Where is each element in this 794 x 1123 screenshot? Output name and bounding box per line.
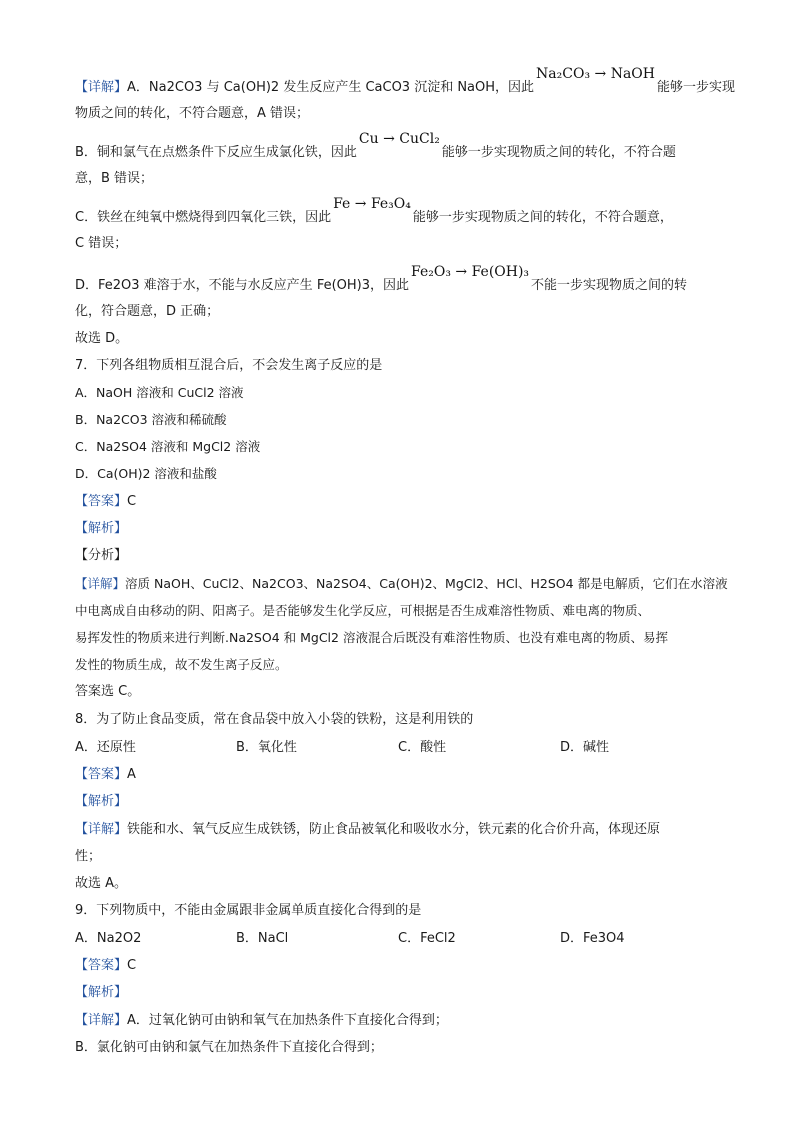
q6-option-d-line1	[75, 264, 688, 295]
answer-value: A	[127, 767, 136, 782]
q8-detail-line1	[75, 820, 660, 839]
q6-c-text2: 能够一步实现物质之间的转化，不符合题意，	[412, 210, 673, 225]
q9-detail-a	[75, 1011, 448, 1030]
q6-option-d-line2: 化，符合题意，D 正确；	[75, 304, 220, 319]
q7-jiexi-tag: 【解析】	[75, 521, 128, 536]
q8-answer	[75, 765, 136, 784]
q7-stem: 7．下列各组物质相互混合后，不会发生离子反应的是	[75, 358, 383, 373]
q7-detail-line1	[75, 574, 728, 593]
q7-fenxi-tag: 【分析】	[75, 548, 128, 563]
q6-conclusion: 故选 D。	[75, 331, 129, 346]
q7-detail-line3: 易挥发性的物质来进行判断.Na2SO4 和 MgCl2 溶液混合后既没有难溶性物质、也没有难电离的物质、易挥	[75, 630, 668, 645]
q7-option-d: D．Ca(OH)2 溶液和盐酸	[75, 466, 217, 481]
q7-detail-line2: 中电离成自由移动的阴、阳离子。是否能够发生化学反应，可根据是否生成难溶性物质、难电离的物质、	[75, 603, 651, 618]
q8-conclusion: 故选 A。	[75, 876, 128, 891]
q9-option-d: D．Fe3O4	[560, 931, 625, 946]
xiangjie-tag: 【详解】	[75, 576, 126, 591]
q8-detail-line2: 性；	[75, 849, 102, 864]
q8-option-a: A．还原性	[75, 740, 136, 755]
q6-option-b-line2: 意，B 错误；	[75, 171, 154, 186]
q6-c-text1: C．铁丝在纯氧中燃烧得到四氧化三铁，因此	[75, 210, 332, 225]
answer-tag: 【答案】	[75, 494, 128, 509]
q9-option-a: A．Na2O2	[75, 931, 142, 946]
q6-b-text2: 能够一步实现物质之间的转化，不符合题	[441, 145, 676, 160]
q6-option-a-line2: 物质之间的转化，不符合题意，A 错误；	[75, 106, 310, 121]
q9-detail-b: B．氯化钠可由钠和氯气在加热条件下直接化合得到；	[75, 1040, 383, 1055]
detail-text: 铁能和水、氧气反应生成铁锈，防止食品被氧化和吸收水分，铁元素的化合价升高，体现还原	[127, 822, 661, 837]
q6-option-b-line1	[75, 131, 676, 162]
q6-option-a-line1	[75, 66, 735, 97]
detail-text: 溶质 NaOH、CuCl2、Na2CO3、Na2SO4、Ca(OH)2、MgCl2、HCl、H2SO4 都是电解质，它们在水溶液	[125, 576, 728, 591]
xiangjie-tag: 【详解】	[75, 822, 128, 837]
q6-a-text2: 能够一步实现	[656, 80, 735, 95]
answer-value: C	[127, 958, 137, 973]
q7-option-a: A．NaOH 溶液和 CuCl2 溶液	[75, 385, 244, 400]
q8-option-c: C．酸性	[398, 740, 447, 755]
q6-b-formula: Cu → CuCl₂	[358, 131, 440, 147]
q6-d-text2: 不能一步实现物质之间的转	[531, 278, 688, 293]
xiangjie-tag: 【详解】	[75, 80, 128, 95]
q9-answer	[75, 956, 136, 975]
q6-a-text1: A．Na2CO3 与 Ca(OH)2 发生反应产生 CaCO3 沉淀和 NaOH，因此	[127, 80, 535, 95]
detail-text: A．过氧化钠可由钠和氧气在加热条件下直接化合得到；	[127, 1013, 448, 1028]
xiangjie-tag: 【详解】	[75, 1013, 128, 1028]
q7-option-c: C．Na2SO4 溶液和 MgCl2 溶液	[75, 439, 261, 454]
q7-conclusion: 答案选 C。	[75, 684, 141, 699]
q9-stem: 9．下列物质中，不能由金属跟非金属单质直接化合得到的是	[75, 903, 422, 918]
answer-tag: 【答案】	[75, 767, 128, 782]
q8-option-b: B．氧化性	[236, 740, 297, 755]
q9-option-c: C．FeCl2	[398, 931, 456, 946]
q6-option-c-line2: C 错误；	[75, 236, 128, 251]
q8-jiexi-tag: 【解析】	[75, 794, 128, 809]
q9-jiexi-tag: 【解析】	[75, 985, 128, 1000]
answer-tag: 【答案】	[75, 958, 128, 973]
q7-detail-line4: 发性的物质生成，故不发生离子反应。	[75, 657, 288, 672]
q6-d-text1: D．Fe2O3 难溶于水，不能与水反应产生 Fe(OH)3，因此	[75, 278, 410, 293]
q8-stem: 8．为了防止食品变质，常在食品袋中放入小袋的铁粉，这是利用铁的	[75, 712, 474, 727]
q6-d-formula: Fe₂O₃ → Fe(OH)₃	[411, 264, 530, 280]
q6-b-text1: B．铜和氯气在点燃条件下反应生成氯化铁，因此	[75, 145, 357, 160]
q8-option-d: D．碱性	[560, 740, 610, 755]
q7-answer	[75, 492, 136, 511]
q6-c-formula: Fe → Fe₃O₄	[333, 196, 411, 212]
answer-value: C	[127, 494, 137, 509]
q9-option-b: B．NaCl	[236, 931, 289, 946]
q7-option-b: B．Na2CO3 溶液和稀硫酸	[75, 412, 227, 427]
q6-option-c-line1	[75, 196, 673, 227]
q6-a-formula: Na₂CO₃ → NaOH	[536, 66, 655, 82]
